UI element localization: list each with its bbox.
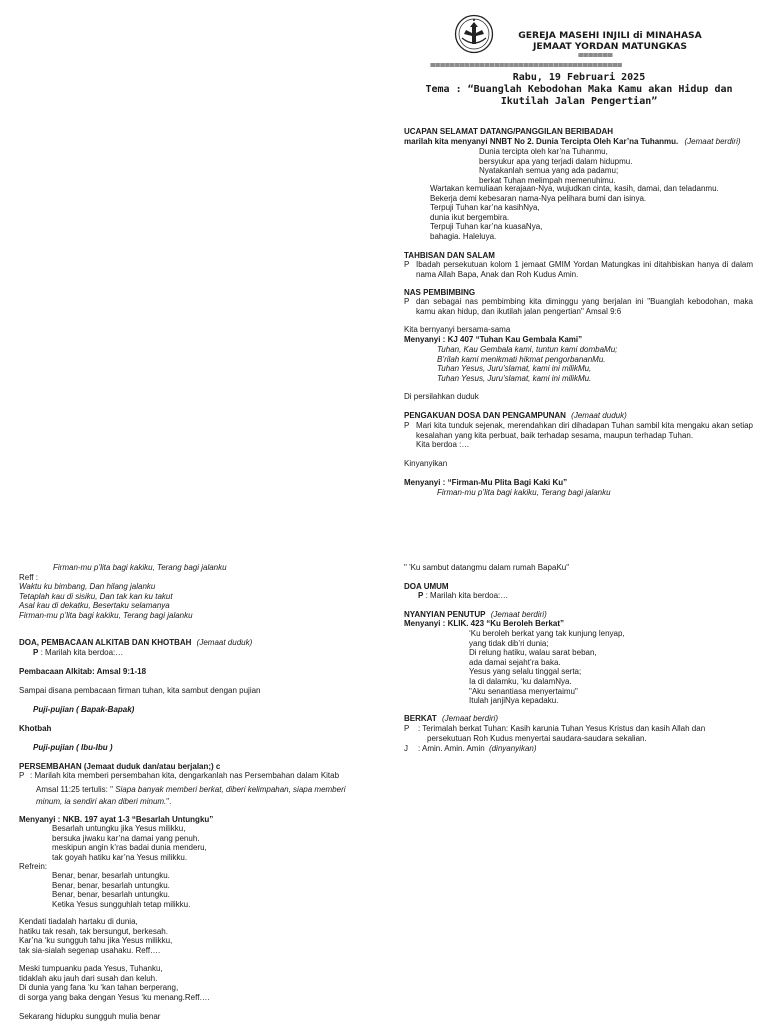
firman-reff-lyrics bbox=[19, 582, 193, 620]
klik423-lyrics bbox=[469, 629, 625, 706]
lyric-line: tak goyah hatiku kar’na Yesus milikku. bbox=[52, 852, 188, 862]
bible-reading: Pembacaan Alkitab: Amsal 9:1-18 bbox=[19, 667, 147, 676]
lyric-line: bersyukur apa yang terjadi dalam hidupmu. bbox=[479, 156, 633, 166]
offering-text: : Marilah kita memberi persembahan kita, dengarkanlah nas Persembahan dalam Kitab bbox=[30, 771, 340, 780]
sermon-prayer bbox=[33, 648, 123, 658]
lyric-line: di sorga yang baka dengan Yesus ‘ku menang.Reff…. bbox=[19, 992, 210, 1002]
lyric-line: Di dunia yang fana ‘ku ‘kan tahan berperang, bbox=[19, 983, 179, 993]
amen-speaker: J bbox=[404, 744, 408, 753]
amen-text: : Amin. Amin. Amin bbox=[418, 744, 485, 753]
nkb197-verse-1 bbox=[52, 824, 207, 862]
long-divider: ======================================= bbox=[430, 61, 622, 71]
klik423-title: Menyanyi : KLIK. 423 “Ku Beroleh Berkat” bbox=[404, 619, 565, 628]
section-title-blessing: BERKAT bbox=[404, 714, 437, 723]
welcome-line bbox=[404, 137, 741, 147]
short-divider: ======= bbox=[578, 51, 613, 61]
lyric-line: Firman-mu p’lita bagi kakiku, Terang bagi jalanku bbox=[19, 610, 193, 620]
confession-speaker: P bbox=[404, 421, 410, 430]
general-prayer-speaker: P bbox=[418, 591, 424, 600]
lyric-line: tidaklah aku jauh dari susah dan keluh. bbox=[19, 973, 158, 983]
nkb197-refrein bbox=[52, 871, 190, 909]
lyric-line: Tuhan, Kau Gembala kami, tuntun kami dombaMu; bbox=[437, 345, 618, 354]
section-title-sermon: DOA, PEMBACAAN ALKITAB DAN KHOTBAH bbox=[19, 638, 192, 647]
reading-closing: Sampai disana pembacaan firman tuhan, kita sambut dengan pujian bbox=[19, 686, 261, 695]
firman-song-line: Firman-mu p’lita bagi kakiku, Terang bagi jalanku bbox=[437, 488, 611, 497]
org-name: GEREJA MASEHI INJILI di MINAHASA bbox=[518, 30, 702, 41]
offering-verse-ref: Amsal 11:25 tertulis: " bbox=[36, 785, 113, 794]
sing-together-note: Kita bernyanyi bersama-sama bbox=[404, 325, 511, 334]
church-logo bbox=[454, 14, 494, 54]
sermon-note: (Jemaat duduk) bbox=[196, 638, 253, 647]
service-date: Rabu, 19 Februari 2025 bbox=[512, 72, 646, 83]
blessing-text-1: : Terimalah berkat Tuhan: Kasih karunia Tuhan Yesus Kristus dan kasih Allah dan bbox=[418, 724, 706, 733]
general-prayer bbox=[418, 591, 508, 601]
lyric-line: Bekerja demi kebesaran nama-Nya pelihara bumi dan isinya. bbox=[430, 193, 647, 203]
lyric-line: tak sia-sialah segenap usahaku. Reff…. bbox=[19, 945, 161, 955]
lyric-line: ‘Ku beroleh berkat yang tak kunjung lenyap, bbox=[469, 629, 625, 638]
firman-song-line: Firman-mu p’lita bagi kakiku, Terang bagi jalanku bbox=[53, 563, 227, 572]
section-title-votum: TAHBISAN DAN SALAM bbox=[404, 251, 495, 260]
lyric-line: Tuhan Yesus, Juru’slamat, kami ini milikMu. bbox=[437, 373, 592, 383]
lyric-line: ada damai sejaht’ra baka. bbox=[469, 657, 561, 667]
lyric-line: "Aku senantiasa menyertaimu" bbox=[469, 686, 578, 696]
lyric-line: Tuhan Yesus, Juru’slamat, kami ini milikMu, bbox=[437, 364, 592, 374]
welcome-song-verse bbox=[479, 147, 632, 185]
confession-note: (Jemaat duduk) bbox=[571, 411, 627, 420]
blessing-note: (Jemaat berdiri) bbox=[441, 714, 498, 723]
sermon-speaker: P bbox=[33, 648, 39, 657]
lyric-line: Benar, benar, besarlah untungku. bbox=[52, 871, 170, 880]
lyric-line: berkat Tuhan melimpah memenuhimu. bbox=[479, 175, 616, 185]
lyric-line: Ia di dalamku, ‘ku dalamNya. bbox=[469, 676, 572, 686]
nas-text: dan sebagai nas pembimbing kita diminggu yang berjalan ini "Buanglah kebodohan, maka kamu akan hidup, dan ikutilah jalan pengertian" Amsal 9:6 bbox=[416, 297, 753, 316]
votum-text: Ibadah persekutuan kolom 1 jemaat GMIM Yordan Matungkas ini ditahbiskan hanya di dalam nama Allah Bapa, Anak dan Roh Kudus Amin. bbox=[416, 260, 753, 279]
welcome-note: (Jemaat berdiri) bbox=[684, 137, 741, 146]
lyric-line: Wartakan kemuliaan kerajaan-Nya, wujudkan cinta, kasih, damai, dan teladanmu. bbox=[430, 184, 719, 193]
offering-verse bbox=[36, 784, 369, 807]
lyric-line: Ketika Yesus sungguhlah tetap milikku. bbox=[52, 899, 191, 909]
welcome-song-quote: " 'Ku sambut datangmu dalam rumah BapaKu" bbox=[404, 563, 570, 572]
lyric-line: yang tidak dib’ri dunia; bbox=[469, 638, 549, 648]
section-title-confession: PENGAKUAN DOSA DAN PENGAMPUNAN bbox=[404, 411, 566, 420]
section-title-nas: NAS PEMBIMBING bbox=[404, 288, 476, 297]
sermon-heading bbox=[19, 638, 252, 648]
blessing-text-2: persekutuan Roh Kudus menyertai saudara-saudara sekalian. bbox=[427, 734, 647, 743]
offering-verse-close: ". bbox=[166, 796, 172, 806]
closing-song-note: (Jemaat berdiri) bbox=[490, 610, 547, 619]
lyric-line: bahagia. Haleluya. bbox=[430, 231, 497, 241]
refrein-label: Refrein: bbox=[19, 862, 48, 871]
congregation-name: JEMAAT YORDAN MATUNGKAS bbox=[533, 41, 687, 52]
kj407-title: Menyanyi : KJ 407 “Tuhan Kau Gembala Kami” bbox=[404, 335, 583, 344]
sit-down-note: Di persilahkan duduk bbox=[404, 392, 479, 401]
nkb197-title: Menyanyi : NKB. 197 ayat 1-3 “Besarlah Untungku” bbox=[19, 815, 214, 824]
welcome-song-chorus bbox=[430, 184, 719, 242]
votum-speaker: P bbox=[404, 260, 410, 269]
amen-line bbox=[418, 744, 537, 754]
lyric-line: hatiku tak resah, tak bersungut, berkesah. bbox=[19, 926, 168, 936]
confession-text: Mari kita tunduk sejenak, merendahkan diri dihadapan Tuhan sambil kita mengaku akan setiap kesalahan yang kita perbuat, baik terhadap sesama, maupun terhadap Tuhan. bbox=[416, 421, 753, 440]
lyric-line: Kendati tiadalah hartaku di dunia, bbox=[19, 917, 138, 926]
lyric-line: Nyatakanlah semua yang ada padamu; bbox=[479, 166, 619, 176]
lyric-line: Benar, benar, besarlah untungku. bbox=[52, 880, 170, 890]
lyric-line: Itulah janjiNya kepadaku. bbox=[469, 696, 559, 706]
confession-heading bbox=[404, 411, 627, 421]
section-title-general-prayer: DOA UMUM bbox=[404, 582, 449, 591]
praise-women: Puji-pujian ( Ibu-Ibu ) bbox=[33, 743, 113, 752]
lyric-line: dunia ikut bergembira. bbox=[430, 212, 510, 222]
lyric-line: Meski tumpuanku pada Yesus, Tuhanku, bbox=[19, 964, 163, 973]
confession-prayer: Kita berdoa :… bbox=[416, 440, 470, 449]
sing-note: Kinyanyikan bbox=[404, 459, 448, 468]
nas-speaker: P bbox=[404, 297, 410, 306]
nkb197-verse-4: Sekarang hidupku sungguh mulia benar bbox=[19, 1012, 161, 1021]
lyric-line: bersuka jiwaku kar’na damai yang penuh. bbox=[52, 833, 200, 843]
firman-song-title: Menyanyi : “Firman-Mu Plita Bagi Kaki Ku” bbox=[404, 478, 568, 487]
reff-label: Reff : bbox=[19, 573, 38, 582]
section-title-offering: PERSEMBAHAN (Jemaat duduk dan/atau berjalan;) c bbox=[19, 762, 221, 771]
lyric-line: Waktu ku bimbang, Dan hilang jalanku bbox=[19, 582, 156, 591]
lyric-line: Besarlah untungku jika Yesus milikku, bbox=[52, 824, 186, 833]
section-title-closing-song: NYANYIAN PENUTUP bbox=[404, 610, 486, 619]
nkb197-verse-3 bbox=[19, 964, 210, 1002]
lyric-line: Dunia tercipta oleh kar’na Tuhanmu, bbox=[479, 147, 608, 156]
lyric-line: Tetaplah kau di sisiku, Dan tak kan ku takut bbox=[19, 591, 173, 601]
general-prayer-text: : Marilah kita berdoa:… bbox=[425, 591, 509, 600]
section-title-welcome: UCAPAN SELAMAT DATANG/PANGGILAN BERIBADAH bbox=[404, 127, 614, 136]
sermon-prayer-text: : Marilah kita berdoa:… bbox=[40, 648, 124, 657]
blessing-speaker: P bbox=[404, 724, 410, 733]
offering-speaker: P bbox=[19, 771, 25, 780]
lyric-line: Di relung hatiku, walau sarat beban, bbox=[469, 648, 597, 658]
nkb197-verse-2 bbox=[19, 917, 172, 955]
lyric-line: Terpuji Tuhan kar’na kuasaNya, bbox=[430, 222, 543, 232]
welcome-song-call: marilah kita menyanyi NNBT No 2. Dunia Tercipta Oleh Kar’na Tuhanmu. bbox=[404, 137, 679, 146]
theme-line-1: Tema : “Buanglah Kebodohan Maka Kamu akan Hidup dan bbox=[425, 84, 733, 95]
praise-men: Puji-pujian ( Bapak-Bapak) bbox=[33, 705, 135, 714]
offering-verse-text: Siapa banyak memberi berkat, diberi kelimpahan, siapa memberi minum, ia sendiri akan diberi minum. bbox=[36, 785, 346, 806]
amen-note: (dinyanyikan) bbox=[488, 744, 537, 753]
sermon-label: Khotbah bbox=[19, 724, 52, 733]
lyric-line: Kar’na ‘ku sungguh tahu jika Yesus milikku, bbox=[19, 936, 173, 946]
lyric-line: Asal kau di dekatku, Besertaku selamanya bbox=[19, 601, 170, 611]
kj407-lyrics bbox=[437, 345, 617, 383]
lyric-line: meskipun angin k’ras badai dunia menderu, bbox=[52, 843, 207, 853]
lyric-line: Benar, benar, besarlah untungku. bbox=[52, 890, 170, 900]
lyric-line: Terpuji Tuhan kar’na kasihNya, bbox=[430, 203, 540, 213]
blessing-heading bbox=[404, 714, 498, 724]
lyric-line: B’rilah kami menikmati hikmat pengorbananMu. bbox=[437, 354, 606, 364]
lyric-line: Yesus yang selalu tinggal serta; bbox=[469, 667, 582, 677]
theme-line-2: Ikutilah Jalan Pengertian” bbox=[500, 96, 658, 107]
